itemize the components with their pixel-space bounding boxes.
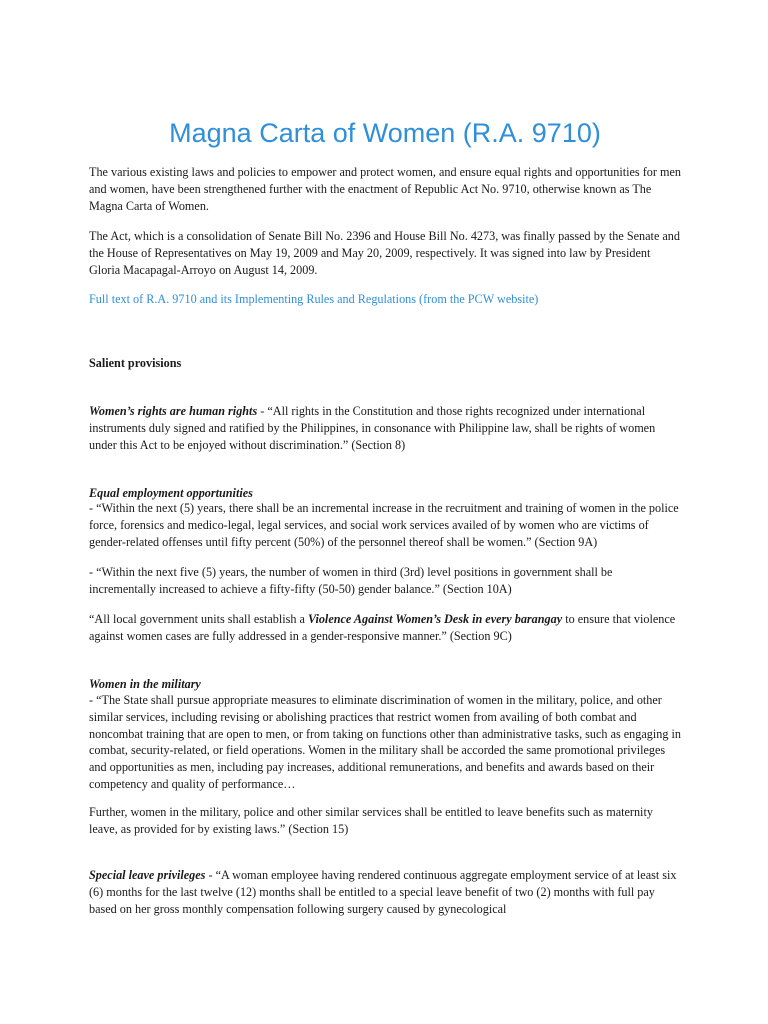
employment-heading: Equal employment opportunities bbox=[89, 486, 253, 500]
human-rights-heading: Women’s rights are human rights bbox=[89, 404, 258, 418]
intro-paragraph-1: The various existing laws and policies to empower and protect women, and ensure equal rights and opportunities for men and women, have been strengthened further with the enactment of Republic Act No. 9710, otherwise known as The Magna Carta of Women. bbox=[89, 165, 681, 213]
vaw-desk-paragraph bbox=[89, 611, 681, 645]
leave-heading: Special leave privileges bbox=[89, 868, 206, 882]
employment-item-1: - “Within the next (5) years, there shall be an incremental increase in the recruitment and training of women in the police force, forensics and medico-legal, legal services, and social work services availed of by women who are victims of gender-related offenses until fifty percent (50%) of the personnel thereof shall be women.” (Section 9A) bbox=[89, 501, 679, 549]
vaw-desk-emphasis: Violence Against Women’s Desk in every barangay bbox=[308, 612, 563, 626]
leave-section bbox=[89, 867, 681, 917]
military-heading: Women in the military bbox=[89, 677, 201, 691]
vaw-text-after: to ensure that violence against women cases are fully addressed in a gender-responsive manner.” (Section 9C) bbox=[89, 612, 676, 643]
vaw-text-before: “All local government units shall establish a bbox=[89, 612, 308, 626]
military-text-2: Further, women in the military, police and other similar services shall be entitled to leave benefits such as maternity leave, as provided for by existing laws.” (Section 15) bbox=[89, 805, 653, 836]
military-text: - “The State shall pursue appropriate measures to eliminate discrimination of women in the military, police, and other similar services, including revising or abolishing practices that restrict women from availing of both combat and noncombat training that are open to men, or from taking on functions other than administrative tasks, such as engaging in combat, security-related, or field operations. Women in the military shall be accorded the same promotional privileges and opportunities as men, including pay increases, additional remunerations, and benefits and awards based on their competency and quality of performance… bbox=[89, 693, 681, 791]
employment-item-2: - “Within the next five (5) years, the number of women in third (3rd) level positions in government shall be incrementally increased to achieve a fifty-fifty (50-50) gender balance.” (Section 10A) bbox=[89, 565, 613, 596]
full-text-link[interactable]: Full text of R.A. 9710 and its Implementing Rules and Regulations (from the PCW website) bbox=[89, 292, 539, 306]
full-text-paragraph bbox=[89, 291, 681, 308]
leave-text: - “A woman employee having rendered continuous aggregate employment service of at least six (6) months for the last twelve (12) months shall be entitled to a special leave benefit of two (2) months with full pay based on her gross monthly compensation following surgery caused by gynecological bbox=[89, 868, 677, 916]
intro-paragraph-2: The Act, which is a consolidation of Senate Bill No. 2396 and House Bill No. 4273, was finally passed by the Senate and the House of Representatives on May 19, 2009 and May 20, 2009, respectively. It was signed into law by President Gloria Macapagal-Arroyo on August 14, 2009. bbox=[89, 229, 680, 277]
salient-provisions-heading: Salient provisions bbox=[89, 356, 182, 370]
page-title: Magna Carta of Women (R.A. 9710) bbox=[169, 118, 601, 148]
human-rights-section bbox=[89, 403, 681, 453]
human-rights-text: - “All rights in the Constitution and those rights recognized under international instruments duly signed and ratified by the Philippines, in consonance with Philippine law, shall be rights of women under this Act to be enjoyed without discrimination.” (Section 8) bbox=[89, 404, 656, 452]
